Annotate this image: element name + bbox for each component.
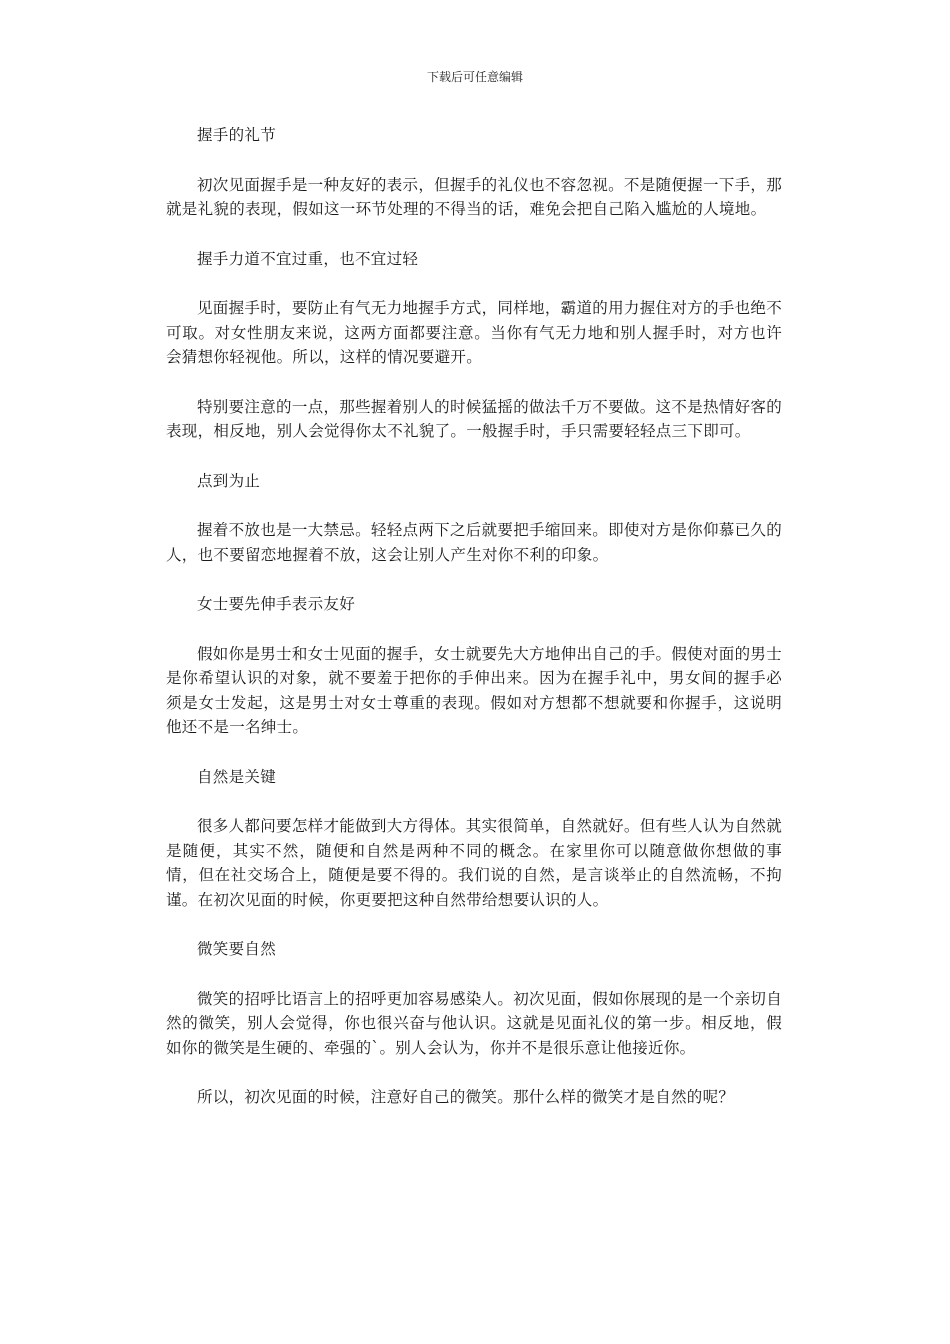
paragraph: 假如你是男士和女士见面的握手，女士就要先大方地伸出自己的手。假使对面的男士是你希望认识的对象，就不要羞于把你的手伸出来。因为在握手礼中，男女间的握手必须是女士发起，这是男士对女士尊重的表现。假如对方想都不想就要和你握手，这说明他还不是一名绅士。 — [166, 644, 782, 736]
paragraph: 所以，初次见面的时候，注意好自己的微笑。那什么样的微笑才是自然的呢？ — [197, 1088, 735, 1106]
section-heading: 点到为止 — [197, 471, 261, 490]
paragraph: 很多人都问要怎样才能做到大方得体。其实很简单，自然就好。但有些人认为自然就是随便，其实不然，随便和自然是两种不同的概念。在家里你可以随意做你想做的事情，但在社交场合上，随便是要不得的。我们说的自然，是言谈举止的自然流畅，不拘谨。在初次见面的时候，你更要把这种自然带给想要认识的人。 — [166, 817, 782, 909]
section-heading: 握手力道不宜过重，也不宜过轻 — [197, 249, 419, 268]
paragraph: 初次见面握手是一种友好的表示，但握手的礼仪也不容忽视。不是随便握一下手，那就是礼貌的表现，假如这一环节处理的不得当的话，难免会把自己陷入尴尬的人境地。 — [166, 175, 782, 218]
header-note: 下载后可任意编辑 — [426, 70, 523, 84]
paragraph: 特别要注意的一点，那些握着别人的时候猛摇的做法千万不要做。这不是热情好客的表现，相反地，别人会觉得你太不礼貌了。一般握手时，手只需要轻轻点三下即可。 — [166, 397, 782, 440]
section-heading: 女士要先伸手表示友好 — [197, 595, 356, 613]
paragraph: 微笑的招呼比语言上的招呼更加容易感染人。初次见面，假如你展现的是一个亲切自然的微笑，别人会觉得，你也很兴奋与他认识。这就是见面礼仪的第一步。相反地，假如你的微笑是生硬的、牵强的`。别人会认为，你并不是很乐意让他接近你。 — [166, 989, 782, 1057]
section-heading: 握手的礼节 — [197, 126, 277, 144]
article-body — [166, 123, 782, 1110]
paragraph: 见面握手时，要防止有气无力地握手方式，同样地，霸道的用力握住对方的手也绝不可取。对女性朋友来说，这两方面都要注意。当你有气无力地和别人握手时，对方也许会猜想你轻视他。所以，这样的情况要避开。 — [166, 299, 782, 366]
section-heading: 自然是关键 — [197, 767, 277, 786]
paragraph: 握着不放也是一大禁忌。轻轻点两下之后就要把手缩回来。即使对方是你仰慕已久的人，也不要留恋地握着不放，这会让别人产生对你不利的印象。 — [166, 521, 782, 564]
section-heading: 微笑要自然 — [197, 940, 277, 958]
